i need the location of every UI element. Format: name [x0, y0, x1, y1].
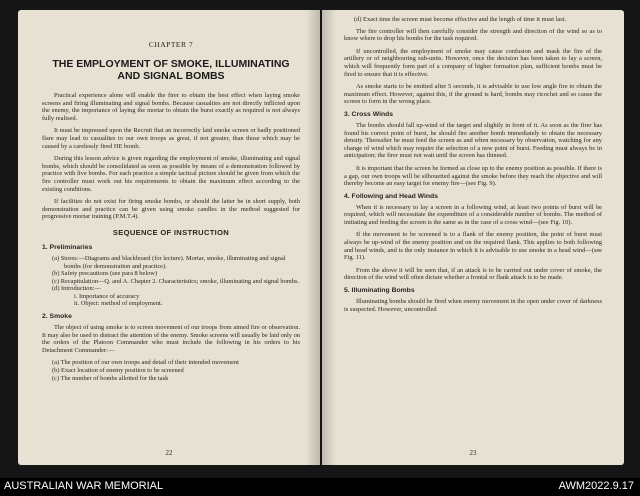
chapter-title: THE EMPLOYMENT OF SMOKE, ILLUMINATING AND SIGNAL BOMBS — [52, 58, 290, 82]
section-heading: 4. Following and Head Winds — [344, 192, 438, 200]
body-paragraph: When it is necessary to lay a screen in a following wind, at least two points of burst will be required, which will necessitate the expenditure of a considerable number of bombs. The method of initiating and feeding the screen is the same as in the case of a cross wind—(see Fig. 10). — [344, 203, 602, 226]
body-paragraph: The bombs should fall up-wind of the target and slightly in front of it. As soon as the firer has found his correct point of burst, he should fire another bomb immediately to obtain the necessary density. Thereafter he must feed the screen as and when necessary by observation, watching for any change of wind which may require the selection of a new point of burst. Feeding must always be in anticipation; the firer must not wait until the screen has thinned. — [344, 121, 602, 160]
page-number: 23 — [469, 449, 477, 457]
body-paragraph: As smoke starts to be emitted after 5 seconds, it is advisable to use low angle fire to obtain the maximum effect. However, against this, if the ground is hard, bombs may ricochet and so cause the screen to form in the wrong place. — [344, 83, 602, 106]
section-heading: 1. Preliminaries — [42, 243, 93, 251]
list-item: (c) Recapitulation—Q. and A. Chapter 2. Characteristics; smoke, illuminating and signal bombs. — [52, 277, 300, 285]
list-item: (d) Exact time the screen must become effective and the length of time it must last. — [354, 16, 567, 23]
body-paragraph: If uncontrolled, the employment of smoke may cause confusion and mask the fire of the artillery or of neighbouring sub-units. However, once the decision has been taken to lay a screen, which will frequently form part of a company of higher formation plan, sufficient bombs must be fired to ensure that it is effective. — [344, 47, 602, 78]
section-heading: 3. Cross Winds — [344, 110, 394, 118]
archive-name: AUSTRALIAN WAR MEMORIAL — [4, 480, 164, 492]
right-page — [322, 10, 624, 465]
list-item: (a) Stores:—Diagrams and blackboard (for lecture). Mortar, smoke, illuminating and signal bombs (for demonstration and practice). — [52, 254, 286, 270]
gutter-shadow — [306, 10, 320, 465]
sequence-heading: SEQUENCE OF INSTRUCTION — [112, 227, 230, 237]
body-paragraph: If the movement to be screened is to a flank of the enemy position, the point of burst must always be up-wind of the enemy position and on the required flank. This applies to both following and head winds, and is the only instance in which it is advisable to use smoke in a head wind—(see Fig. 11). — [344, 231, 602, 262]
sub-list-item: ii. Object: method of employment. — [74, 300, 163, 308]
list-item: (b) Exact location of enemy position to be screened — [52, 367, 184, 375]
list-item: (d) Introduction:— — [52, 285, 101, 293]
section-heading: 2. Smoke — [42, 313, 72, 321]
body-paragraph: It is important that the screen be formed as close up to the enemy position as possible. If there is a gap, our own troops will be silhouetted against the smoke before they reach the objective and will thereby become an easy target for enemy fire—(see Fig. 9). — [344, 164, 602, 188]
archive-caption-bar — [0, 478, 640, 496]
list-item: (b) Safety precautions (see para 8 below) — [52, 270, 158, 278]
body-paragraph: The fire controller will then carefully consider the strength and direction of the wind so as to know where to drop his bombs for the task required. — [344, 27, 602, 43]
body-paragraph: Illuminating bombs should be fired when enemy movement in the open under cover of darkness is suspected. However, uncontrolled — [344, 298, 602, 313]
section-heading: 5. Illuminating Bombs — [344, 287, 415, 295]
sub-list-item: i. Importance of accuracy — [74, 292, 140, 300]
body-paragraph: From the above it will be seen that, if an attack is to be carried out under cover of smoke, the direction of the wind will often dictate whether a frontal or flank attack is to be made. — [344, 266, 602, 282]
intro-paragraph: During this lesson advice is given regarding the employment of smoke, illuminating and signal bombs, which should be consolidated as soon as possible by means of a demonstration followed by practice with live bombs. For each practice a simple tactical picture should be given from which the fire controller must work out his requirements to obtain the maximum effect according to the existing conditions. — [42, 155, 300, 193]
intro-paragraph: If facilities do not exist for firing smoke bombs, or should the latter be in short supply, both demonstration and practice can be given using smoke candles in the method suggested for progressive mortar training (P.M.T.4). — [42, 198, 300, 221]
intro-paragraph: It must be impressed upon the Recruit that an incorrectly laid smoke screen or badly positioned flare may lead to casualties to our own troops as great, if not greater, than those which may be caused by a carelessly fired HE bomb. — [42, 127, 300, 150]
gutter-shadow — [322, 10, 336, 465]
chapter-label: CHAPTER 7 — [148, 40, 194, 49]
list-item: (a) The position of our own troops and detail of their intended movement — [52, 359, 239, 367]
accession-number: AWM2022.9.17 — [558, 480, 634, 492]
list-item: (c) The number of bombs allotted for the task — [52, 374, 169, 382]
left-page — [18, 10, 320, 465]
page-number: 22 — [165, 449, 173, 457]
intro-paragraph: Practical experience alone will enable the firer to obtain the best effect when laying smoke screens and firing illuminating and signal bombs. Because casualties are not directly inflicted upon the enemy, the importance of laying the mortar to obtain the burst exactly as required is not always fully realised. — [42, 92, 300, 122]
body-paragraph: The object of using smoke is to screen movement of our troops from aimed fire or observation. It may also be used to distract the attention of the enemy. Smoke screens will usually be laid only on the orders of the Platoon Commander who must include the following in his orders to his Detachment Commander:— — [42, 324, 300, 354]
